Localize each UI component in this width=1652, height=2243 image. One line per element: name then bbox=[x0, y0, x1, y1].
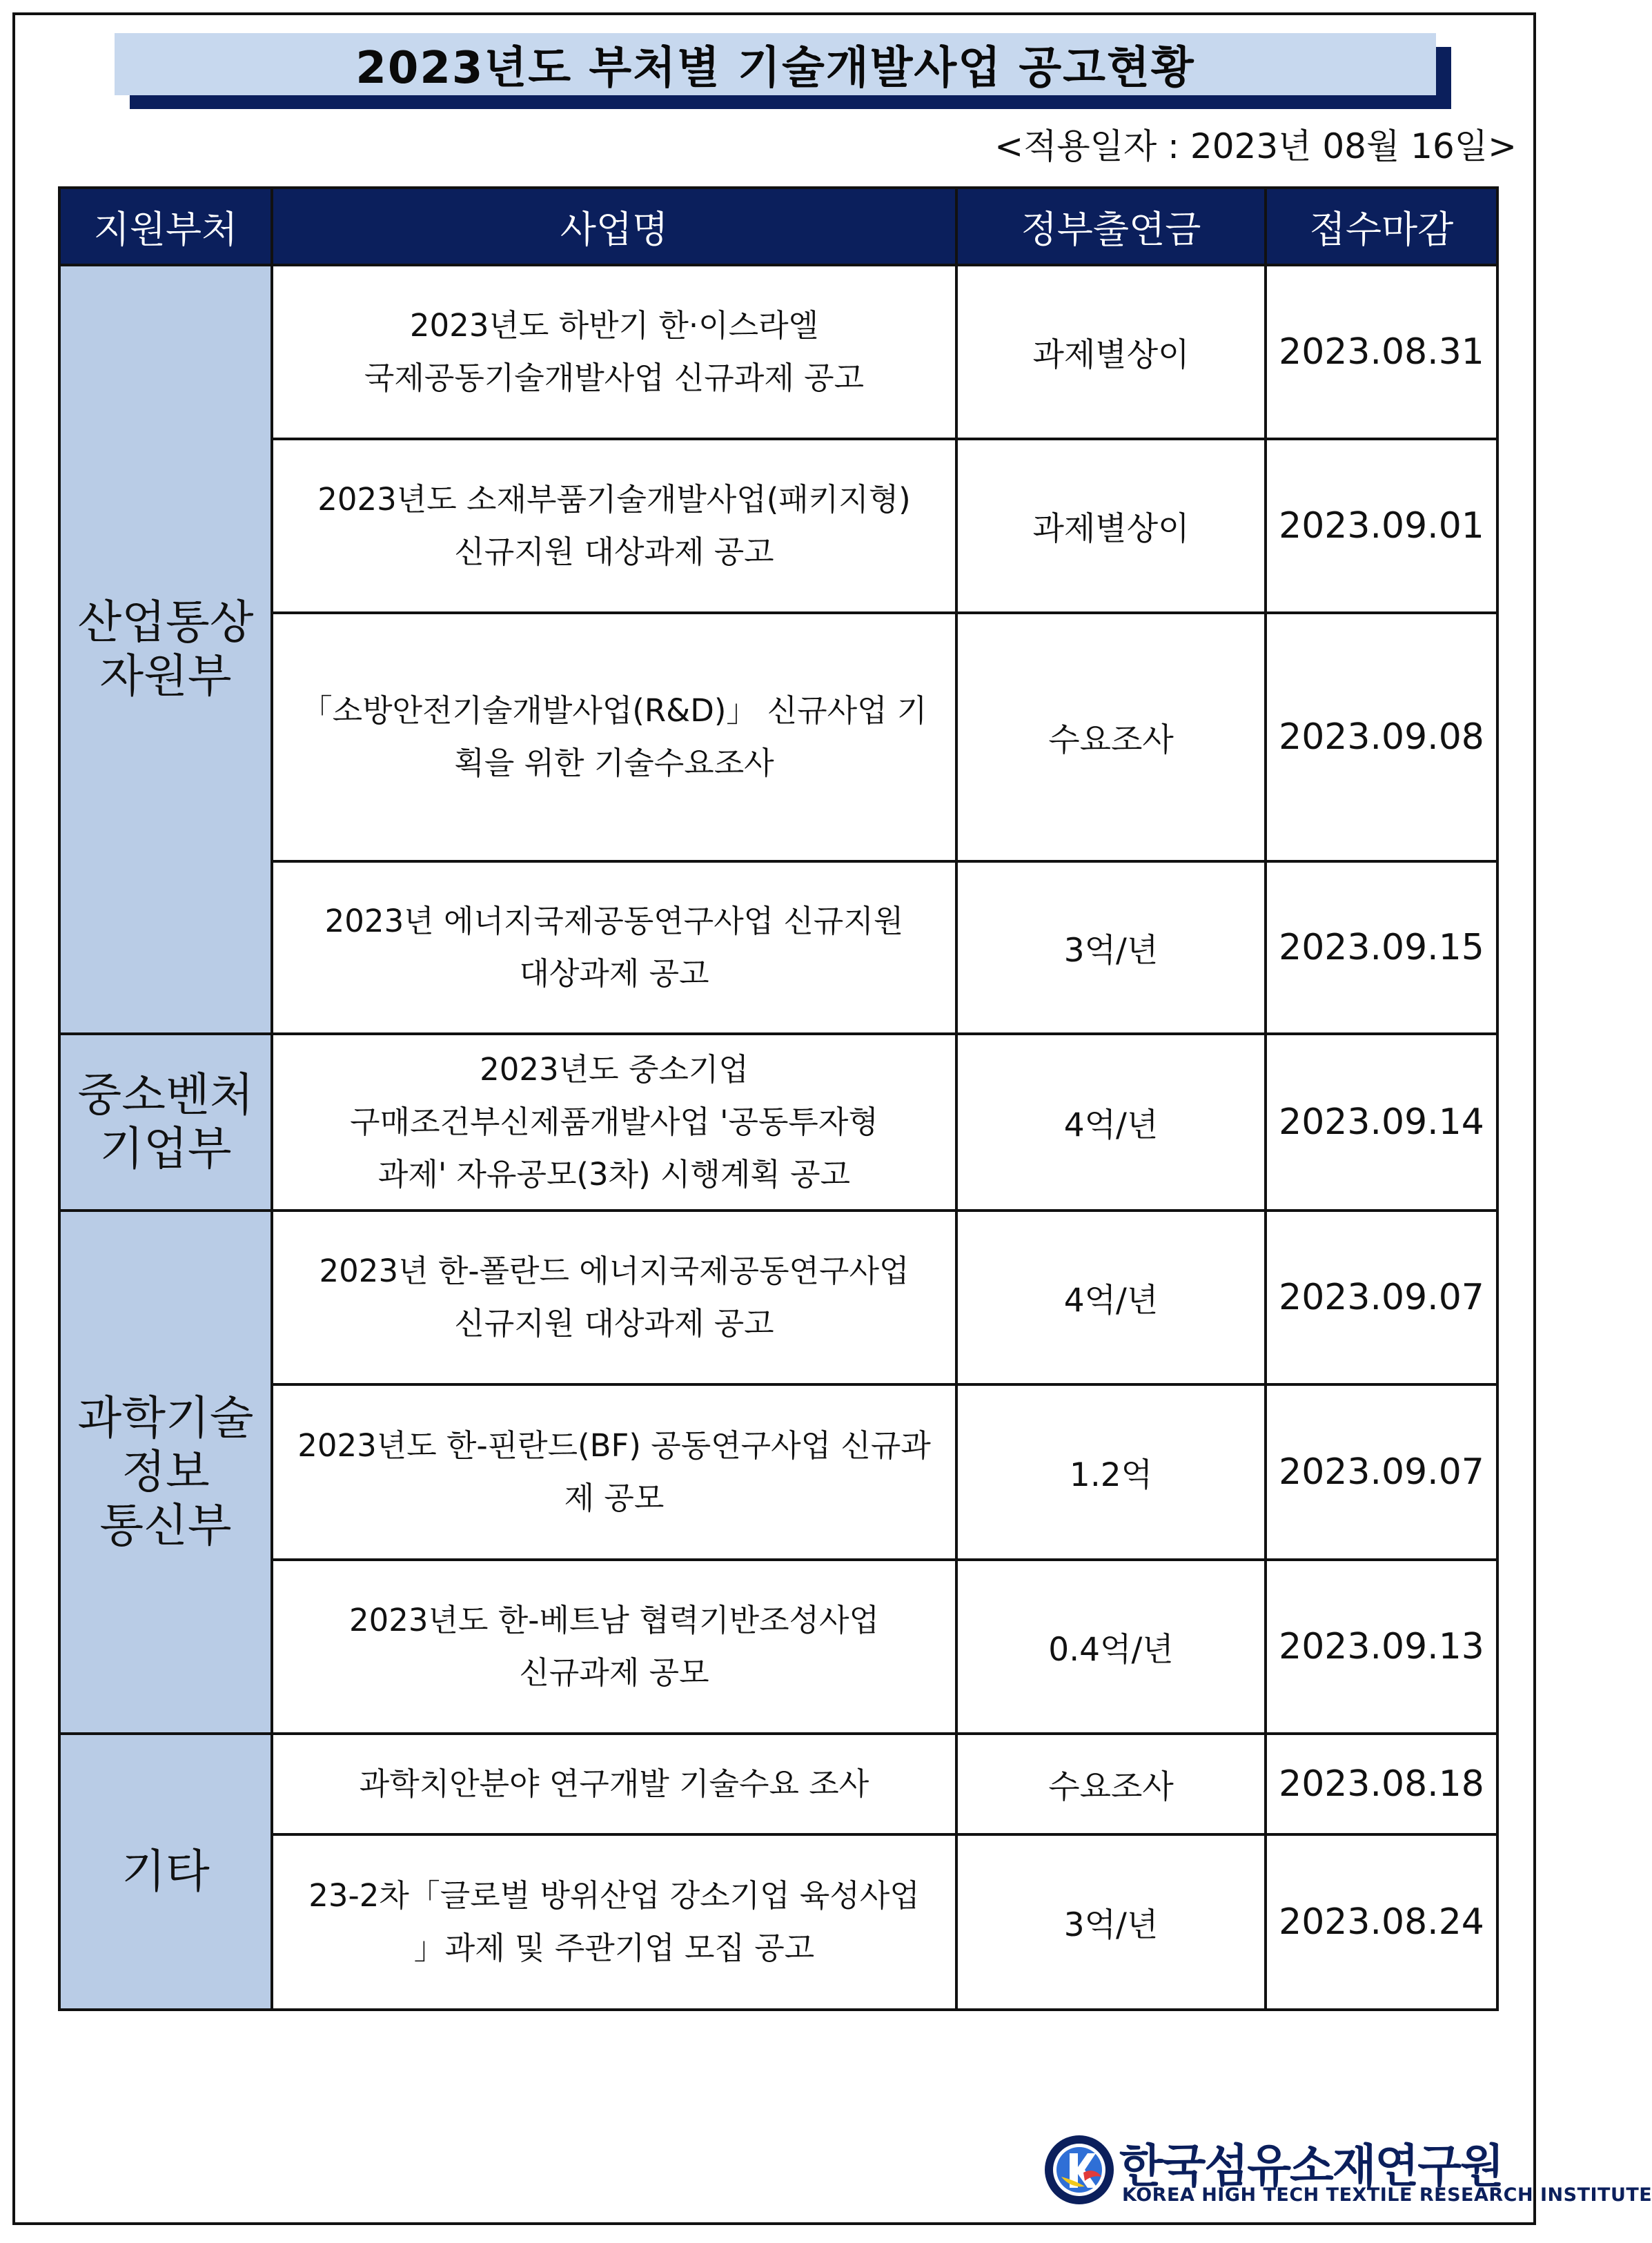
header-deadline: 접수마감 bbox=[1266, 188, 1497, 265]
project-name: 2023년도 소재부품기술개발사업(패키지형) 신규지원 대상과제 공고 bbox=[272, 439, 956, 613]
project-name: 2023년 에너지국제공동연구사업 신규지원 대상과제 공고 bbox=[272, 861, 956, 1034]
deadline-date: 2023.09.07 bbox=[1266, 1384, 1497, 1560]
funding-amount: 과제별상이 bbox=[956, 439, 1266, 613]
department-cell: 기타 bbox=[59, 1734, 272, 2010]
deadline-date: 2023.08.18 bbox=[1266, 1734, 1497, 1834]
department-cell: 중소벤처 기업부 bbox=[59, 1034, 272, 1211]
deadline-date: 2023.09.01 bbox=[1266, 439, 1497, 613]
institute-name-english: KOREA HIGH TECH TEXTILE RESEARCH INSTITUTE bbox=[1122, 2184, 1652, 2206]
deadline-date: 2023.09.13 bbox=[1266, 1560, 1497, 1734]
table-row bbox=[59, 1834, 1497, 2010]
table-row bbox=[59, 613, 1497, 861]
effective-date: <적용일자 : 2023년 08월 16일> bbox=[994, 126, 1517, 166]
deadline-date: 2023.08.31 bbox=[1266, 265, 1497, 439]
funding-amount: 3억/년 bbox=[956, 861, 1266, 1034]
table-row bbox=[59, 439, 1497, 613]
project-name: 2023년도 하반기 한·이스라엘 국제공동기술개발사업 신규과제 공고 bbox=[272, 265, 956, 439]
project-name: 「소방안전기술개발사업(R&D)」 신규사업 기 획을 위한 기술수요조사 bbox=[272, 613, 956, 861]
table-row bbox=[59, 1734, 1497, 1834]
header-department: 지원부처 bbox=[59, 188, 272, 265]
table-row bbox=[59, 265, 1497, 439]
funding-amount: 수요조사 bbox=[956, 613, 1266, 861]
table-header-row bbox=[59, 188, 1497, 265]
department-cell: 과학기술 정보 통신부 bbox=[59, 1211, 272, 1734]
project-name: 2023년도 한-베트남 협력기반조성사업 신규과제 공모 bbox=[272, 1560, 956, 1734]
deadline-date: 2023.09.08 bbox=[1266, 613, 1497, 861]
project-name: 2023년 한-폴란드 에너지국제공동연구사업 신규지원 대상과제 공고 bbox=[272, 1211, 956, 1384]
funding-amount: 3억/년 bbox=[956, 1834, 1266, 2010]
deadline-date: 2023.09.15 bbox=[1266, 861, 1497, 1034]
department-cell: 산업통상 자원부 bbox=[59, 265, 272, 1034]
project-name: 2023년도 한-핀란드(BF) 공동연구사업 신규과 제 공모 bbox=[272, 1384, 956, 1560]
institute-emblem-icon bbox=[1042, 2133, 1117, 2207]
project-name: 과학치안분야 연구개발 기술수요 조사 bbox=[272, 1734, 956, 1834]
header-project-name: 사업명 bbox=[272, 188, 956, 265]
funding-amount: 4억/년 bbox=[956, 1034, 1266, 1211]
deadline-date: 2023.09.07 bbox=[1266, 1211, 1497, 1384]
project-name: 2023년도 중소기업 구매조건부신제품개발사업 '공동투자형 과제' 자유공모(3차) 시행계획 공고 bbox=[272, 1034, 956, 1211]
announcement-table bbox=[58, 186, 1499, 2011]
funding-amount: 과제별상이 bbox=[956, 265, 1266, 439]
project-name: 23-2차「글로벌 방위산업 강소기업 육성사업 」과제 및 주관기업 모집 공고 bbox=[272, 1834, 956, 2010]
institute-logo bbox=[1042, 2129, 1652, 2212]
institute-name-korean: 한국섬유소재연구원 bbox=[1119, 2139, 1503, 2193]
funding-amount: 4억/년 bbox=[956, 1211, 1266, 1384]
table-row bbox=[59, 1560, 1497, 1734]
table-row bbox=[59, 1384, 1497, 1560]
table-row bbox=[59, 1034, 1497, 1211]
table-row bbox=[59, 861, 1497, 1034]
table-row bbox=[59, 1211, 1497, 1384]
deadline-date: 2023.08.24 bbox=[1266, 1834, 1497, 2010]
header-funding: 정부출연금 bbox=[956, 188, 1266, 265]
funding-amount: 0.4억/년 bbox=[956, 1560, 1266, 1734]
deadline-date: 2023.09.14 bbox=[1266, 1034, 1497, 1211]
funding-amount: 1.2억 bbox=[956, 1384, 1266, 1560]
funding-amount: 수요조사 bbox=[956, 1734, 1266, 1834]
page-title: 2023년도 부처별 기술개발사업 공고현황 bbox=[115, 33, 1436, 95]
